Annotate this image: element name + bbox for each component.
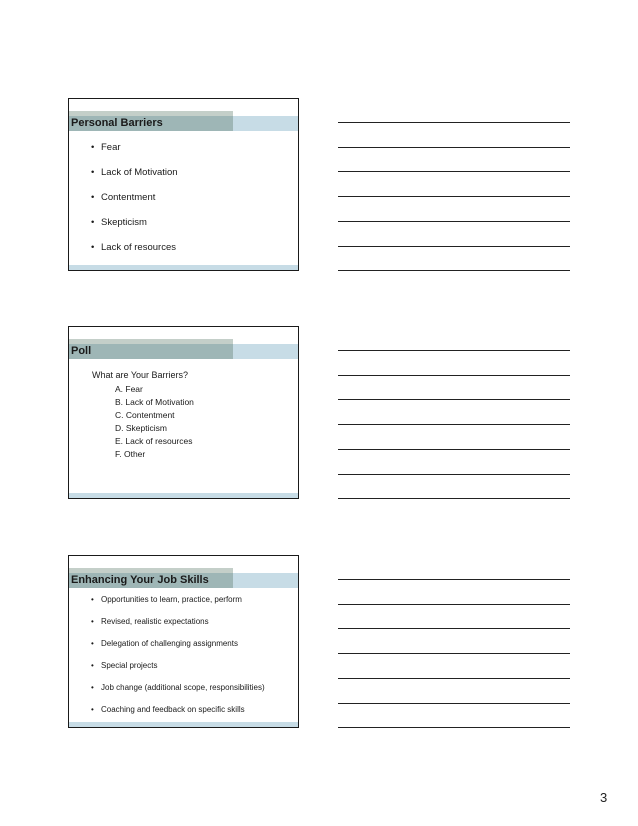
note-line [338,171,570,172]
note-line [338,399,570,400]
footer-band [69,722,298,727]
note-line [338,498,570,499]
bullet-icon: • [91,661,94,670]
bullet-icon: • [91,217,95,228]
slide-enhancing-job-skills [68,555,299,728]
poll-question: What are Your Barriers? [92,370,189,380]
poll-option: C. Contentment [115,410,175,420]
poll-option: B. Lack of Motivation [115,397,194,407]
slide-poll [68,326,299,499]
title-band-dark [69,344,233,359]
bullet-icon: • [91,617,94,626]
list-item: • Lack of resources [91,242,176,253]
note-line [338,653,570,654]
note-line [338,727,570,728]
note-line [338,122,570,123]
note-line [338,474,570,475]
list-item: • Opportunities to learn, practice, perform [91,595,242,604]
list-item: • Fear [91,142,121,153]
footer-band [69,265,298,270]
bullet-icon: • [91,142,95,153]
slide-personal-barriers [68,98,299,271]
note-line [338,196,570,197]
note-line [338,604,570,605]
list-item: • Coaching and feedback on specific skills [91,705,245,714]
page-number: 3 [600,790,608,805]
poll-option: F. Other [115,449,146,459]
bullet-icon: • [91,595,94,604]
note-line [338,579,570,580]
poll-option: D. Skepticism [115,423,167,433]
note-line [338,246,570,247]
list-item: • Contentment [91,192,156,203]
note-line [338,375,570,376]
note-line [338,678,570,679]
list-item: • Job change (additional scope, responsibilities) [91,683,265,692]
note-line [338,424,570,425]
note-line [338,221,570,222]
bullet-icon: • [91,639,94,648]
list-item: • Special projects [91,661,158,670]
list-item: • Lack of Motivation [91,167,178,178]
footer-band [69,493,298,498]
bullet-icon: • [91,705,94,714]
bullet-icon: • [91,192,95,203]
note-line [338,147,570,148]
note-line [338,628,570,629]
note-line [338,270,570,271]
bullet-icon: • [91,683,94,692]
note-line [338,703,570,704]
note-line [338,350,570,351]
slide-title: Poll [71,345,92,357]
slide-title: Enhancing Your Job Skills [71,574,209,586]
list-item: • Delegation of challenging assignments [91,639,238,648]
slide-title: Personal Barriers [71,117,163,129]
poll-option: A. Fear [115,384,143,394]
note-line [338,449,570,450]
list-item: • Skepticism [91,217,147,228]
list-item: • Revised, realistic expectations [91,617,209,626]
bullet-icon: • [91,242,95,253]
bullet-icon: • [91,167,95,178]
poll-option: E. Lack of resources [115,436,193,446]
